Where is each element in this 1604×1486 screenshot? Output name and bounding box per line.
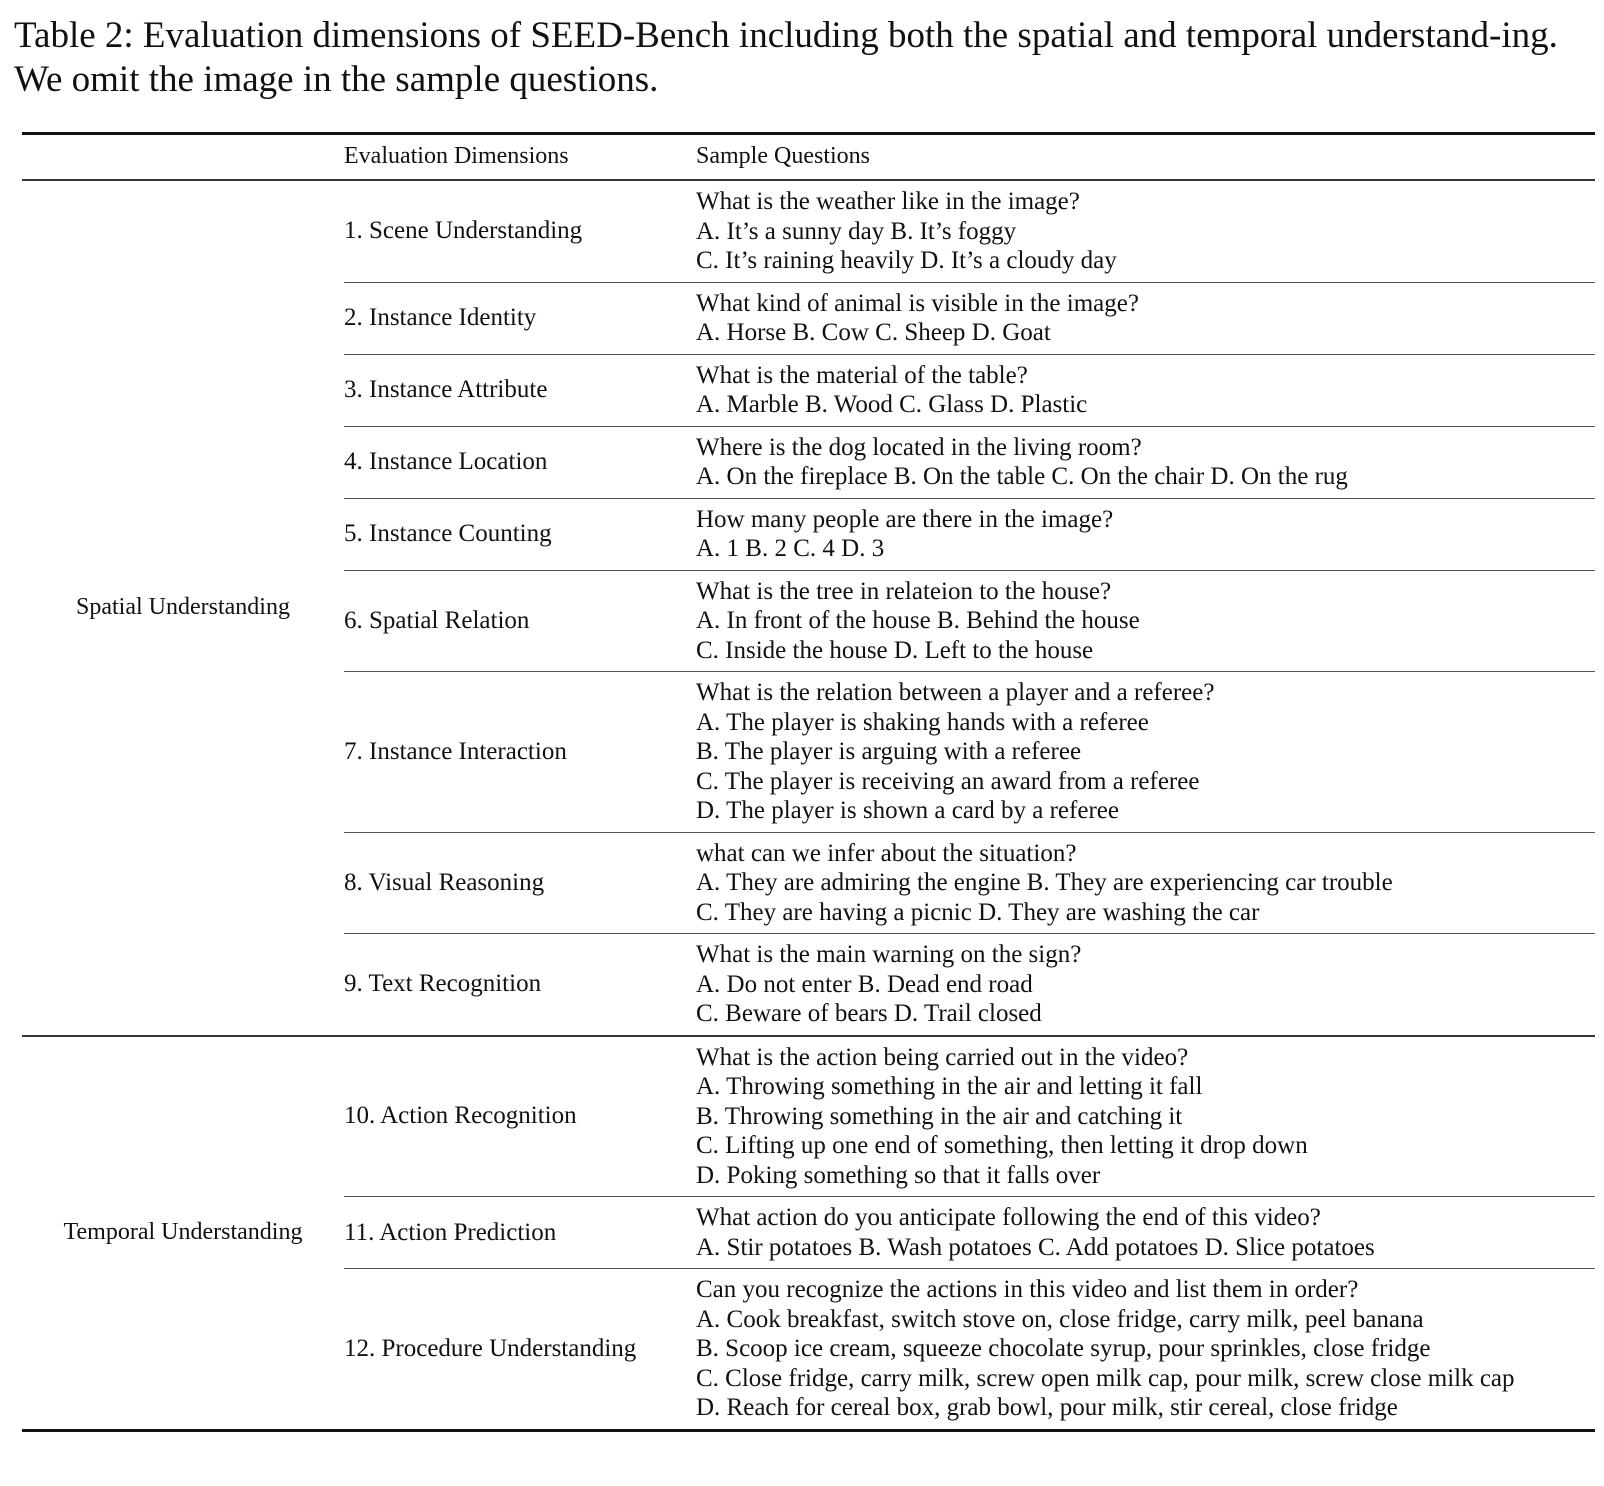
question-text: What action do you anticipate following the end of this video? [696,1204,1321,1231]
table-row [344,355,1595,427]
answer-options: A. Marble B. Wood C. Glass D. Plastic [696,391,1088,418]
evaluation-dimension: 4. Instance Location [344,448,548,475]
table-row [344,499,1595,571]
sample-question [696,1037,1308,1197]
question-text: What is the action being carried out in the video? [696,1043,1189,1071]
answer-options: C. It’s raining heavily D. It’s a cloudy day [696,247,1117,274]
evaluation-dimension: 7. Instance Interaction [344,737,567,765]
answer-options: C. Inside the house D. Left to the house [696,636,1094,664]
evaluation-dimension: 12. Procedure Understanding [344,1334,637,1362]
answer-options: A. Horse B. Cow C. Sheep D. Goat [696,319,1051,346]
table-row [344,1197,1595,1269]
evaluation-dimension: 5. Instance Counting [344,520,552,547]
answer-options: B. The player is arguing with a referee [696,738,1082,765]
evaluation-dimensions-table [22,132,1595,1432]
header-evaluation-dimensions: Evaluation Dimensions [344,143,569,169]
sample-question [696,283,1139,354]
evaluation-dimension: 10. Action Recognition [344,1102,577,1130]
question-text: What is the weather like in the image? [696,188,1080,215]
table-row [344,181,1595,283]
table-row [344,833,1595,935]
answer-options: A. On the fireplace B. On the table C. On the chair D. On the rug [696,463,1348,490]
evaluation-dimension: 3. Instance Attribute [344,376,548,403]
evaluation-dimension: 8. Visual Reasoning [344,868,545,896]
evaluation-dimension: 11. Action Prediction [344,1218,557,1246]
answer-options: A. The player is shaking hands with a referee [696,708,1149,736]
table-row [344,672,1595,833]
answer-options: A. They are admiring the engine B. They are experiencing car trouble [696,869,1393,896]
table-row [344,571,1595,673]
sample-question [696,427,1348,498]
evaluation-dimension: 2. Instance Identity [344,304,537,331]
table-caption: Table 2: Evaluation dimensions of SEED-Bench including both the spatial and temporal understand-ing. We omit the image in the sample questions. [14,15,1558,100]
table-row [344,283,1595,355]
sample-question [696,672,1214,832]
sample-question [696,355,1087,426]
answer-options: C. They are having a picnic D. They are washing the car [696,898,1260,926]
question-text: What is the main warning on the sign? [696,941,1082,968]
question-text: What is the relation between a player and a referee? [696,679,1215,706]
answer-options: C. Lifting up one end of something, then letting it drop down [696,1132,1308,1159]
evaluation-dimension: 9. Text Recognition [344,970,542,998]
table-row [344,934,1595,1035]
question-text: Where is the dog located in the living room? [696,433,1142,461]
table-row [344,427,1595,499]
answer-options: D. Reach for cereal box, grab bowl, pour milk, stir cereal, close fridge [696,1394,1398,1421]
header-sample-questions: Sample Questions [696,143,870,169]
evaluation-dimension: 6. Spatial Relation [344,606,530,634]
answer-options: C. The player is receiving an award from a referee [696,767,1200,795]
answer-options: D. Poking something so that it falls over [696,1161,1101,1189]
sample-question [696,1269,1515,1429]
answer-options: A. 1 B. 2 C. 4 D. 3 [696,535,885,562]
question-text: What is the material of the table? [696,361,1028,389]
answer-options: A. Stir potatoes B. Wash potatoes C. Add potatoes D. Slice potatoes [696,1233,1375,1261]
group-label: Temporal Understanding [63,1219,303,1245]
answer-options: A. It’s a sunny day B. It’s foggy [696,217,1017,245]
question-text: Can you recognize the actions in this video and list them in order? [696,1276,1359,1303]
answer-options: A. In front of the house B. Behind the house [696,607,1140,634]
table-group [22,181,1595,1037]
answer-options: D. The player is shown a card by a referee [696,797,1119,824]
answer-options: A. Throwing something in the air and letting it fall [696,1073,1203,1100]
answer-options: B. Throwing something in the air and catching it [696,1102,1183,1130]
sample-question [696,934,1081,1035]
table-row [344,1037,1595,1198]
sample-question [696,181,1117,282]
sample-question [696,1197,1375,1268]
answer-options: C. Beware of bears D. Trail closed [696,1000,1042,1027]
table-header [22,135,1595,181]
question-text: How many people are there in the image? [696,505,1114,533]
answer-options: A. Cook breakfast, switch stove on, close fridge, carry milk, peel banana [696,1305,1424,1333]
question-text: what can we infer about the situation? [696,839,1077,867]
table-group [22,1037,1595,1432]
question-text: What is the tree in relateion to the house? [696,577,1112,605]
answer-options: B. Scoop ice cream, squeeze chocolate syrup, pour sprinkles, close fridge [696,1335,1431,1362]
question-text: What kind of animal is visible in the image? [696,289,1139,317]
table-row [344,1269,1595,1429]
evaluation-dimension: 1. Scene Understanding [344,217,583,245]
group-label: Spatial Understanding [76,594,290,621]
answer-options: C. Close fridge, carry milk, screw open milk cap, pour milk, screw close milk cap [696,1364,1515,1392]
sample-question [696,571,1140,672]
sample-question [696,499,1113,570]
sample-question [696,833,1393,934]
answer-options: A. Do not enter B. Dead end road [696,970,1033,998]
